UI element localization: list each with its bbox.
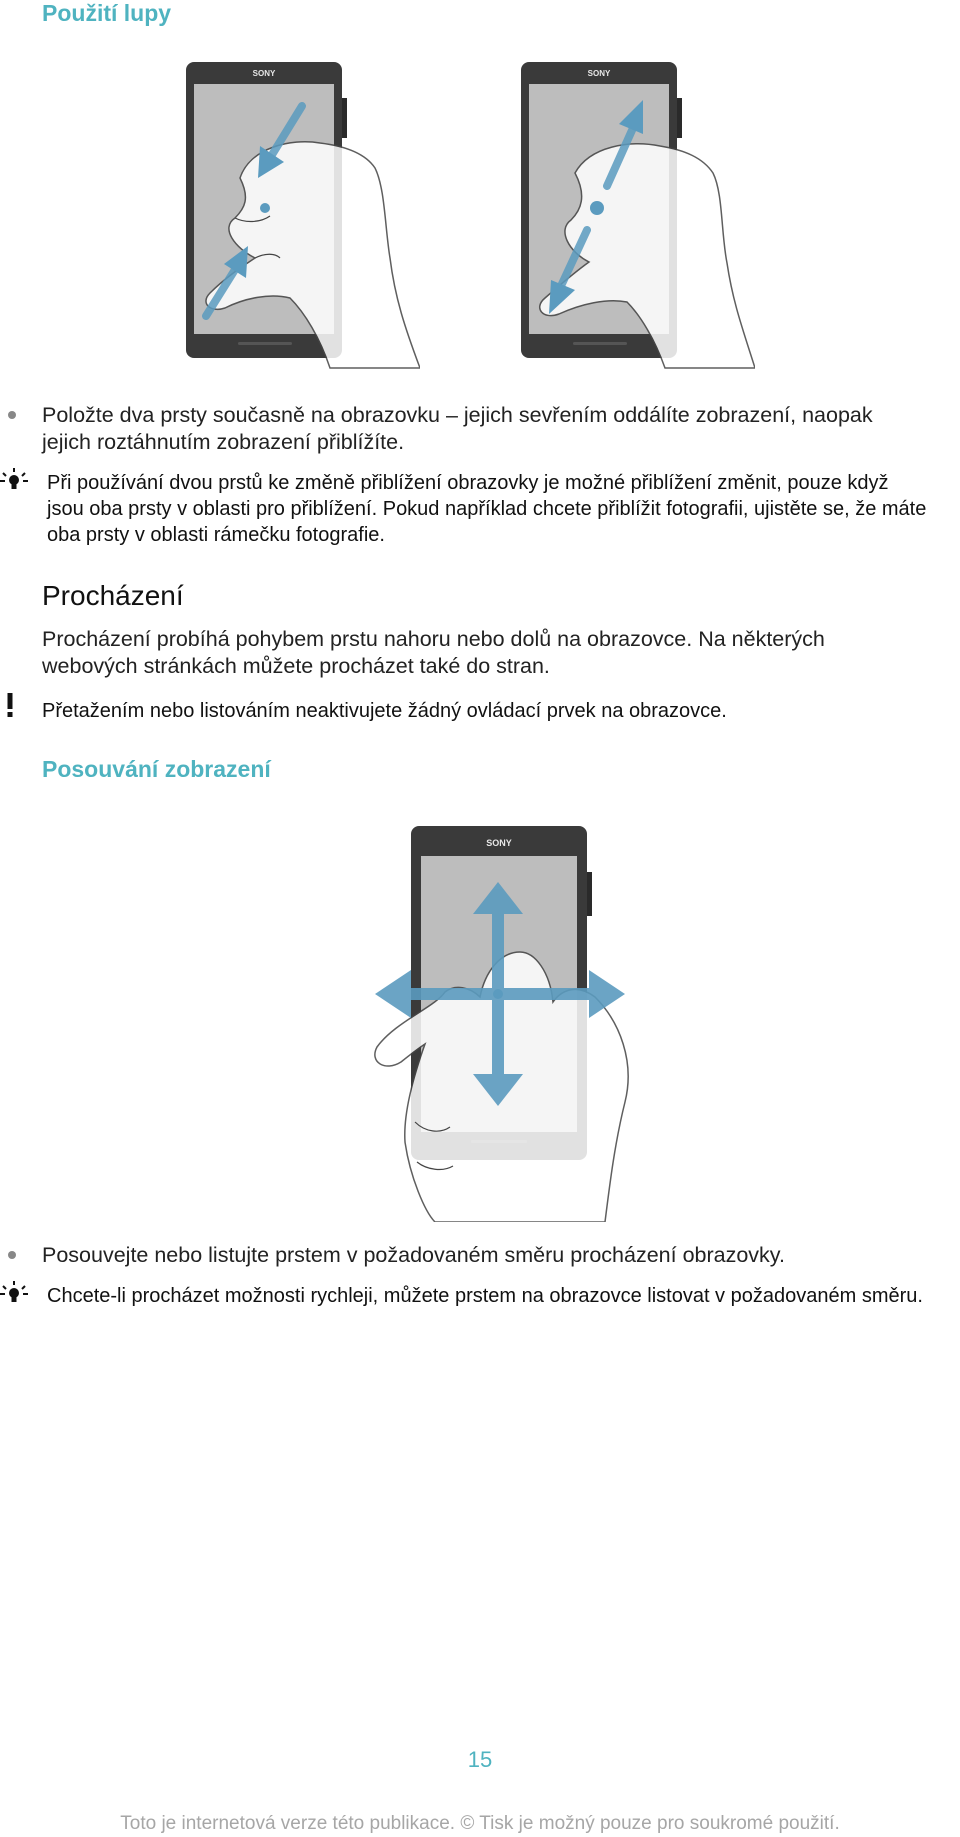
pan-illustration	[355, 822, 665, 1222]
bullet-icon	[8, 411, 16, 419]
footer-text: Toto je internetová verze této publikace. © Tisk je možný pouze pro soukromé použití.	[120, 1813, 840, 1834]
phone-brand: SONY	[252, 69, 276, 78]
phone-brand: SONY	[486, 838, 512, 848]
scrolling-heading: Procházení	[42, 580, 184, 611]
scrolling-note-text: Přetažením nebo listováním neaktivujete žádný ovládací prvek na obrazovce.	[42, 700, 727, 722]
panning-heading: Posouvání zobrazení	[42, 756, 271, 782]
lightbulb-icon	[0, 1280, 28, 1308]
phone-brand: SONY	[587, 69, 611, 78]
zoom-bullet-text: Položte dva prsty současně na obrazovku – jejich sevřením oddálíte zobrazení, naopak jejich roztáhnutím zobrazení přiblížíte.	[42, 403, 873, 454]
exclamation-icon	[3, 692, 17, 718]
panning-bullet-text: Posouvejte nebo listujte prstem v požadovaném směru procházení obrazovky.	[42, 1243, 785, 1267]
pinch-in-illustration	[180, 58, 420, 378]
pinch-out-illustration	[515, 58, 755, 378]
bullet-icon	[8, 1251, 16, 1259]
zoom-heading: Použití lupy	[42, 0, 172, 26]
zoom-tip-text: Při používání dvou prstů ke změně přiblížení obrazovky je možné přiblížení změnit, pouze když jsou oba prsty v oblasti pro přiblížení. Pokud například chcete přiblížit fotografii, ujistěte se, že máte oba prsty v oblasti rámečku fotografie.	[47, 472, 927, 546]
panning-tip-text: Chcete-li procházet možnosti rychleji, můžete prstem na obrazovce listovat v požadovaném směru.	[47, 1285, 923, 1307]
scrolling-body-text: Procházení probíhá pohybem prstu nahoru nebo dolů na obrazovce. Na některých webových stránkách můžete procházet také do stran.	[42, 627, 825, 678]
lightbulb-icon	[0, 467, 28, 495]
page-number: 15	[467, 1747, 493, 1772]
